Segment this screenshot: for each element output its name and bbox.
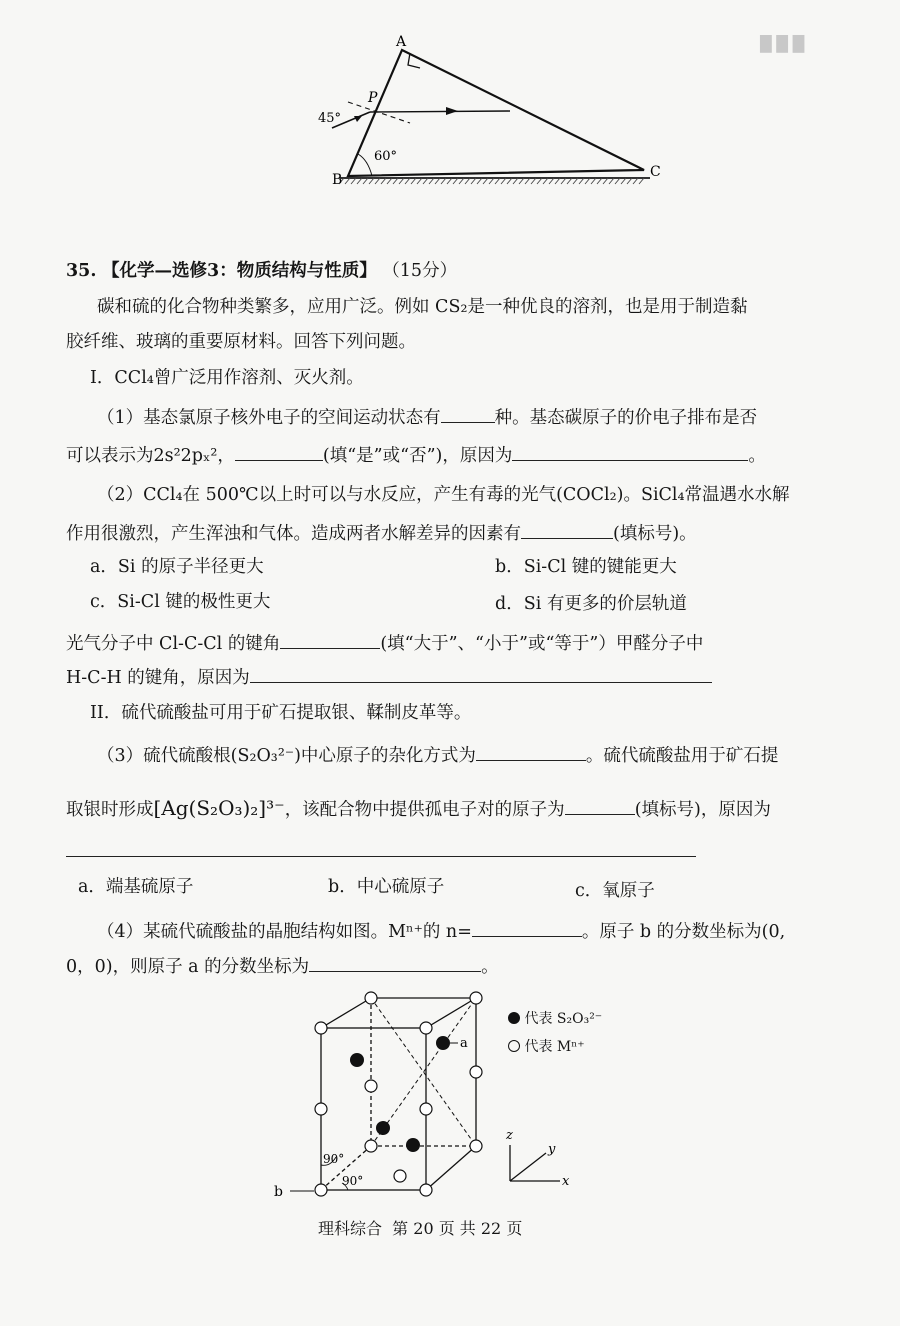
m-ion bbox=[420, 1022, 432, 1034]
bleed-through-text: █ █ █ bbox=[760, 35, 805, 53]
angle-90-1: 90° bbox=[323, 1152, 345, 1166]
m-ion bbox=[420, 1184, 432, 1196]
m-ion bbox=[315, 1022, 327, 1034]
s2o3-ion bbox=[406, 1138, 420, 1152]
s2o3-ion bbox=[376, 1121, 390, 1135]
q4-line-1: （4）某硫代硫酸盐的晶胞结构如图。Mⁿ⁺的 n= 。原子 b 的分数坐标为(0, bbox=[97, 918, 785, 943]
page-footer: 理科综合 第 20 页 共 22 页 bbox=[318, 1219, 523, 1238]
q1-blank-1[interactable] bbox=[441, 404, 495, 423]
axis-z-label: z bbox=[506, 1128, 513, 1143]
label-C: C bbox=[650, 164, 661, 180]
q3-line-1: （3）硫代硫酸根(S₂O₃²⁻)中心原子的杂化方式为 。硫代硫酸盐用于矿石提 bbox=[97, 742, 778, 767]
refracted-ray bbox=[370, 111, 510, 112]
q2-option-c: c．Si-Cl 键的极性更大 bbox=[90, 592, 271, 612]
part2-heading: II．硫代硫酸盐可用于矿石提取银、鞣制皮革等。 bbox=[90, 703, 472, 723]
axis-x-label: x bbox=[562, 1174, 570, 1189]
angle-45: 45° bbox=[318, 111, 342, 126]
question-header bbox=[66, 260, 457, 282]
q2-line-1: （2）CCl₄在 500℃以上时可以与水反应，产生有毒的光气(COCl₂)。SiCl₄常温遇水水解 bbox=[97, 485, 790, 505]
open-circle-icon bbox=[508, 1040, 520, 1052]
q2-blank-3[interactable] bbox=[250, 664, 712, 683]
q2-blank-1[interactable] bbox=[521, 520, 613, 539]
legend bbox=[508, 1008, 602, 1060]
intro-line-2: 胶纤维、玻璃的重要原材料。回答下列问题。 bbox=[66, 332, 416, 352]
m-ion-b bbox=[315, 1184, 327, 1196]
m-ion bbox=[470, 1066, 482, 1078]
q1-blank-3[interactable] bbox=[512, 442, 748, 461]
q4-line-2: 0，0)，则原子 a 的分数坐标为 。 bbox=[66, 953, 499, 978]
q2-option-d: d．Si 有更多的价层轨道 bbox=[495, 594, 687, 614]
intro-line-1: 碳和硫的化合物种类繁多，应用广泛。例如 CS₂是一种优良的溶剂，也是用于制造黏 bbox=[97, 297, 748, 317]
m-ion bbox=[365, 992, 377, 1004]
q2-blank-2[interactable] bbox=[280, 630, 380, 649]
q4-blank-1[interactable] bbox=[472, 918, 582, 937]
q3-answer-line[interactable] bbox=[66, 856, 696, 857]
angle-60: 60° bbox=[374, 149, 398, 164]
m-ion bbox=[365, 1080, 377, 1092]
question-score: （15分） bbox=[382, 261, 458, 281]
q3-option-b: b．中心硫原子 bbox=[328, 877, 445, 897]
label-P: P bbox=[368, 90, 378, 106]
m-ion bbox=[470, 1140, 482, 1152]
q2-line-3: 光气分子中 Cl-C-Cl 的键角 (填“大于”、“小于”或“等于”）甲醛分子中 bbox=[66, 630, 703, 655]
m-ion bbox=[394, 1170, 406, 1182]
question-title: 【化学—选修3：物质结构与性质】 bbox=[102, 261, 377, 281]
q2-option-a: a．Si 的原子半径更大 bbox=[90, 557, 264, 577]
q1-blank-2[interactable] bbox=[235, 442, 323, 461]
q3-option-a: a．端基硫原子 bbox=[78, 877, 194, 897]
q3-option-c: c．氧原子 bbox=[575, 881, 655, 901]
m-ion bbox=[315, 1103, 327, 1115]
legend-open: 代表 Mⁿ⁺ bbox=[508, 1036, 602, 1060]
q4-blank-2[interactable] bbox=[309, 953, 481, 972]
m-ion bbox=[470, 992, 482, 1004]
q2-line-4: H-C-H 的键角，原因为 bbox=[66, 664, 712, 689]
m-ion bbox=[420, 1103, 432, 1115]
angle-90-2: 90° bbox=[342, 1174, 364, 1188]
part1-heading: I．CCl₄曾广泛用作溶剂、灭火剂。 bbox=[90, 368, 364, 388]
filled-circle-icon bbox=[508, 1012, 520, 1024]
label-A: A bbox=[396, 34, 407, 50]
q3-blank-2[interactable] bbox=[565, 796, 635, 815]
axis-y-label: y bbox=[548, 1142, 556, 1157]
s2o3-ion bbox=[350, 1053, 364, 1067]
q1-line-2: 可以表示为2s²2pₓ²， (填“是”或“否”)，原因为 。 bbox=[66, 442, 766, 467]
question-number: 35. bbox=[66, 261, 97, 281]
legend-filled: 代表 S₂O₃²⁻ bbox=[508, 1008, 602, 1032]
q3-blank-1[interactable] bbox=[476, 742, 586, 761]
label-B: B bbox=[332, 172, 343, 188]
q1-line-1: （1）基态氯原子核外电子的空间运动状态有 种。基态碳原子的价电子排布是否 bbox=[97, 404, 757, 429]
complex-formula: [Ag(S₂O₃)₂]³⁻ bbox=[153, 796, 285, 820]
q3-line-2: 取银时形成[Ag(S₂O₃)₂]³⁻，该配合物中提供孤电子对的原子为 (填标号)，原因为 bbox=[66, 796, 771, 820]
label-b: b bbox=[274, 1184, 283, 1200]
prism-figure bbox=[310, 30, 690, 190]
q2-option-b: b．Si-Cl 键的键能更大 bbox=[495, 557, 677, 577]
m-ion bbox=[365, 1140, 377, 1152]
s2o3-ion-a bbox=[436, 1036, 450, 1050]
label-a: a bbox=[460, 1036, 468, 1051]
q2-line-2: 作用很激烈，产生浑浊和气体。造成两者水解差异的因素有 (填标号)。 bbox=[66, 520, 697, 545]
